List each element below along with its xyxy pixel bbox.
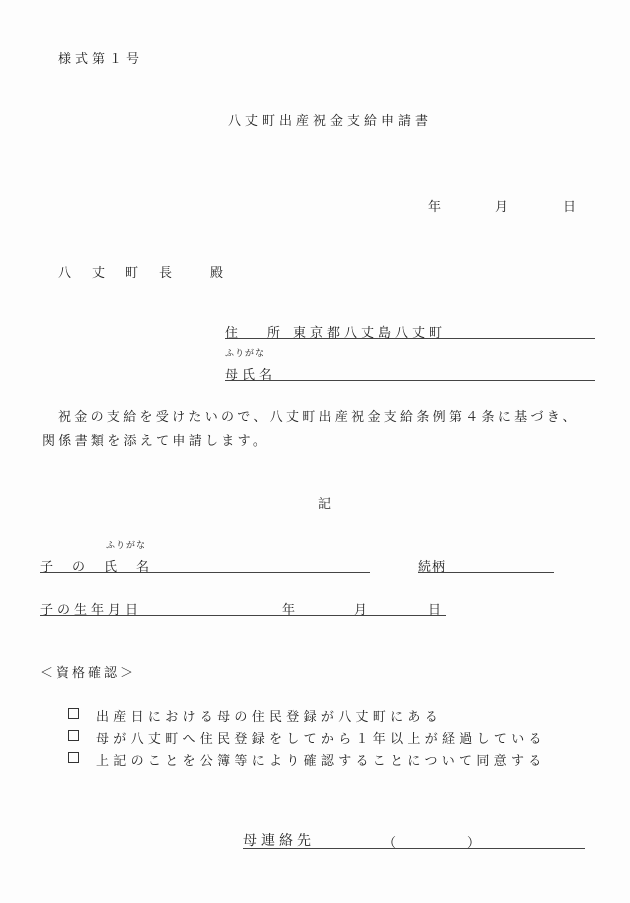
child-furigana-label: ふりがな bbox=[106, 541, 147, 551]
note-heading: 記 bbox=[318, 497, 336, 512]
relationship-field[interactable] bbox=[418, 556, 554, 573]
mother-name-field[interactable] bbox=[225, 364, 595, 381]
addressee-char: 丈 bbox=[92, 266, 110, 281]
eligibility-item-label: 母が八丈町へ住民登録をしてから１年以上が経過している bbox=[96, 732, 546, 747]
contact-field[interactable] bbox=[243, 832, 585, 849]
relationship-label: 続柄 bbox=[418, 560, 447, 575]
addressee-char: 八 bbox=[58, 266, 76, 281]
form-number: 様式第１号 bbox=[58, 52, 144, 67]
child-name-field[interactable] bbox=[40, 556, 370, 573]
mother-name-label: 母氏名 bbox=[225, 368, 277, 383]
eligibility-item-label: 上記のことを公簿等により確認することについて同意する bbox=[96, 754, 546, 769]
date-day-label: 日 bbox=[563, 200, 581, 215]
checkbox-icon[interactable] bbox=[68, 752, 79, 763]
contact-label: 母連絡先 bbox=[243, 833, 315, 849]
date-year-label: 年 bbox=[428, 200, 446, 215]
date-month-label: 月 bbox=[495, 200, 513, 215]
addressee-char: 長 bbox=[159, 266, 177, 281]
checkbox-icon[interactable] bbox=[68, 708, 79, 719]
address-value: 東京都八丈島八丈町 bbox=[293, 326, 447, 341]
eligibility-heading: ＜資格確認＞ bbox=[40, 666, 137, 681]
checkbox-icon[interactable] bbox=[68, 730, 79, 741]
contact-open-paren: （ bbox=[383, 836, 401, 851]
birthdate-label: 子の生年月日 bbox=[40, 603, 143, 618]
page-title: 八丈町出産祝金支給申請書 bbox=[228, 114, 433, 129]
address-field[interactable] bbox=[225, 322, 595, 339]
birth-month-label: 月 bbox=[354, 603, 372, 618]
mother-furigana-label: ふりがな bbox=[225, 349, 266, 359]
addressee-char: 町 bbox=[125, 266, 143, 281]
contact-close-paren: ） bbox=[467, 836, 485, 851]
child-birthdate-field[interactable] bbox=[40, 599, 446, 616]
body-text-line2: 関係書類を添えて申請します。 bbox=[42, 434, 270, 449]
address-label: 住 所 bbox=[225, 326, 289, 341]
birth-year-label: 年 bbox=[282, 603, 300, 618]
body-text-line1: 祝金の支給を受けたいので、八丈町出産祝金支給条例第４条に基づき、 bbox=[58, 410, 579, 425]
addressee-char: 殿 bbox=[210, 266, 228, 281]
eligibility-item-label: 出産日における母の住民登録が八丈町にある bbox=[96, 710, 443, 725]
child-name-label: 子 の 氏 名 bbox=[40, 560, 153, 575]
birth-day-label: 日 bbox=[428, 603, 446, 618]
